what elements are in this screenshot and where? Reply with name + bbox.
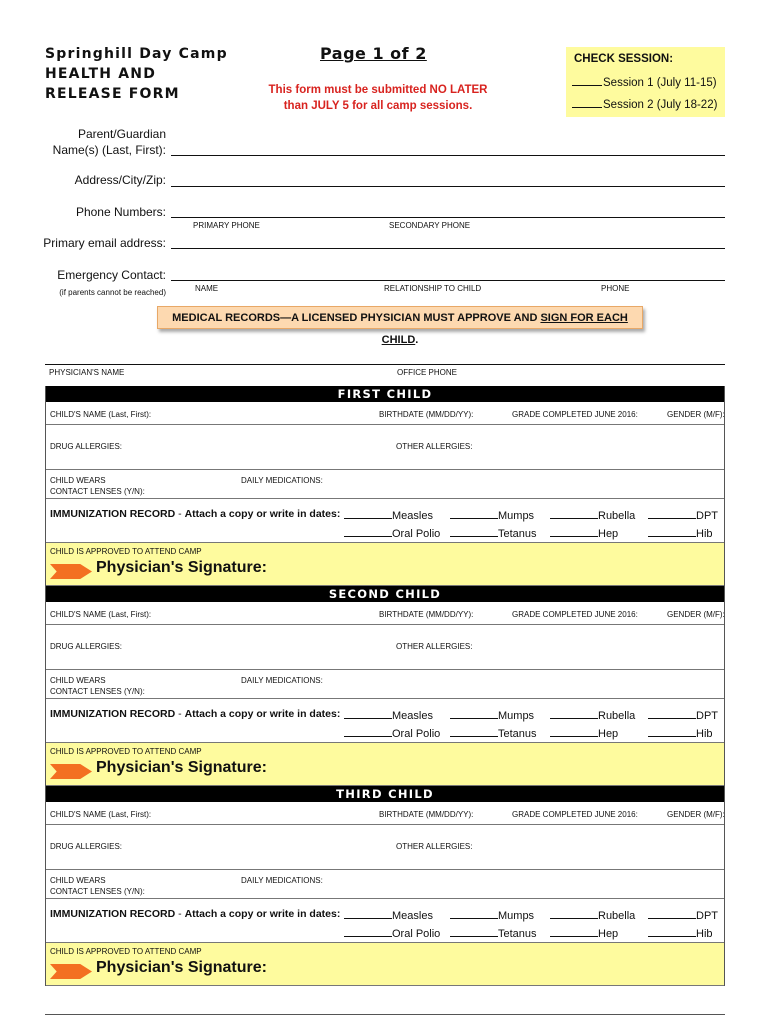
third-child-daily-medications-label: DAILY MEDICATIONS: [241,876,323,885]
second-child-vaccine-6-label: Hep [598,728,619,740]
first-child-approved-label: CHILD IS APPROVED TO ATTEND CAMP [50,547,202,556]
first-child-vaccine-7-date-line[interactable] [648,527,696,537]
second-child-vaccine-2-date-line[interactable] [550,709,598,719]
form-title [45,44,228,104]
session-2-option[interactable] [572,97,717,111]
first-child-vaccine-5-label: Tetanus [498,528,537,540]
first-child-vaccine-5[interactable] [450,527,537,540]
third-child-section [45,786,725,986]
third-child-contacts-label-2: CONTACT LENSES (Y/N): [50,887,145,896]
page-number: Page 1 of 2 [320,44,427,63]
first-child-vaccine-7[interactable] [648,527,713,540]
first-child-medications-row[interactable] [46,470,724,499]
emergency-contact-field[interactable] [171,280,725,281]
first-child-vaccine-4-label: Oral Polio [392,528,441,540]
third-child-vaccine-5[interactable] [450,927,537,940]
third-child-vaccine-7[interactable] [648,927,713,940]
first-child-contacts-label-2: CONTACT LENSES (Y/N): [50,487,145,496]
second-child-signature-label: Physician's Signature: [96,759,267,776]
first-child-name-row[interactable] [46,402,724,425]
third-child-approved-label: CHILD IS APPROVED TO ATTEND CAMP [50,947,202,956]
third-child-vaccine-7-label: Hib [696,928,713,940]
second-child-daily-medications-label: DAILY MEDICATIONS: [241,676,323,685]
third-child-birthdate-label: BIRTHDATE (MM/DD/YY): [379,810,474,819]
second-child-medications-row[interactable] [46,670,724,699]
second-child-vaccine-6-date-line[interactable] [550,727,598,737]
second-child-immunization-row [46,699,724,743]
session-2-checkline[interactable] [572,97,602,108]
second-child-signature-box[interactable] [46,743,724,786]
arrow-right-icon [50,964,92,979]
emergency-phone-caption: PHONE [601,284,630,293]
third-child-vaccine-1[interactable] [450,909,534,922]
first-child-allergies-row[interactable] [46,425,724,470]
first-child-name-label: CHILD'S NAME (Last, First): [50,410,152,419]
emergency-relationship-caption: RELATIONSHIP TO CHILD [384,284,482,293]
third-child-name-label: CHILD'S NAME (Last, First): [50,810,152,819]
second-child-name-label: CHILD'S NAME (Last, First): [50,610,152,619]
second-child-vaccine-0[interactable] [344,709,433,722]
first-child-immunization-note: Attach a copy or write in dates: [184,508,341,520]
second-child-vaccine-0-date-line[interactable] [344,709,392,719]
session-1-option[interactable] [572,75,717,89]
third-child-other-allergies-label: OTHER ALLERGIES: [396,842,473,851]
second-child-other-allergies-label: OTHER ALLERGIES: [396,642,473,651]
first-child-vaccine-2[interactable] [550,509,635,522]
first-child-grade-label: GRADE COMPLETED JUNE 2016: [512,410,638,419]
first-child-contacts-label-1: CHILD WEARS [50,476,106,485]
third-child-vaccine-4-label: Oral Polio [392,928,441,940]
third-child-signature-box[interactable] [46,943,724,986]
check-session-heading: CHECK SESSION: [574,53,674,65]
first-child-vaccine-4-date-line[interactable] [344,527,392,537]
third-child-signature-label: Physician's Signature: [96,959,267,976]
physician-field[interactable] [45,364,725,365]
first-child-daily-medications-label: DAILY MEDICATIONS: [241,476,323,485]
second-child-vaccine-4-date-line[interactable] [344,727,392,737]
third-child-vaccine-1-date-line[interactable] [450,909,498,919]
second-child-drug-allergies-label: DRUG ALLERGIES: [50,642,123,651]
session-1-label: Session 1 (July 11-15) [603,77,717,89]
third-child-vaccine-3[interactable] [648,909,718,922]
title-line-2: HEALTH AND [45,66,157,82]
session-1-checkline[interactable] [572,75,602,86]
office-phone-caption: OFFICE PHONE [397,368,458,377]
first-child-other-allergies-label: OTHER ALLERGIES: [396,442,473,451]
second-child-vaccine-6[interactable] [550,727,618,740]
third-child-vaccine-0[interactable] [344,909,433,922]
second-child-vaccine-5-label: Tetanus [498,728,537,740]
secondary-phone-caption: SECONDARY PHONE [389,221,471,230]
third-child-vaccine-4[interactable] [344,927,440,940]
second-child-vaccine-7[interactable] [648,727,713,740]
third-child-vaccine-6-label: Hep [598,928,619,940]
first-child-vaccine-1-date-line[interactable] [450,509,498,519]
second-child-vaccine-4-label: Oral Polio [392,728,441,740]
third-child-vaccine-0-date-line[interactable] [344,909,392,919]
physician-name-caption: PHYSICIAN'S NAME [49,368,125,377]
second-child-section [45,586,725,786]
third-child-vaccine-2-label: Rubella [598,910,636,922]
third-child-vaccine-5-date-line[interactable] [450,927,498,937]
third-child-vaccine-2-date-line[interactable] [550,909,598,919]
title-line-1: Springhill Day Camp [45,46,228,62]
email-field[interactable] [171,248,725,249]
second-child-allergies-row[interactable] [46,625,724,670]
third-child-vaccine-5-label: Tetanus [498,928,537,940]
third-child-vaccine-2[interactable] [550,909,635,922]
emergency-label: Emergency Contact: [57,268,166,282]
first-child-signature-label: Physician's Signature: [96,559,267,576]
second-child-immunization-title: IMMUNIZATION RECORD [50,708,176,720]
third-child-drug-allergies-label: DRUG ALLERGIES: [50,842,123,851]
deadline-notice [258,82,498,114]
second-child-vaccine-3-label: DPT [696,710,718,722]
third-child-allergies-row[interactable] [46,825,724,870]
second-child-approved-label: CHILD IS APPROVED TO ATTEND CAMP [50,747,202,756]
first-child-vaccine-5-date-line[interactable] [450,527,498,537]
second-child-vaccine-5[interactable] [450,727,537,740]
second-child-heading: SECOND CHILD [46,586,724,602]
first-child-vaccine-0[interactable] [344,509,433,522]
phone-label: Phone Numbers: [75,205,166,219]
banner-text: MEDICAL RECORDS—A LICENSED PHYSICIAN MUST APPROVE AND [172,312,541,324]
first-child-vaccine-0-label: Measles [392,510,433,522]
second-child-immunization-dash: - [175,708,185,720]
second-child-gender-label: GENDER (M/F): [667,610,725,619]
first-child-immunization-title: IMMUNIZATION RECORD [50,508,176,520]
guardian-label-line-1: Parent/Guardian [77,127,166,141]
arrow-right-icon [50,564,92,579]
third-child-vaccine-4-date-line[interactable] [344,927,392,937]
third-child-grade-label: GRADE COMPLETED JUNE 2016: [512,810,638,819]
second-child-contacts-label-2: CONTACT LENSES (Y/N): [50,687,145,696]
second-child-vaccine-4[interactable] [344,727,440,740]
check-session-box [566,47,725,117]
third-child-contacts-label-1: CHILD WEARS [50,876,106,885]
first-child-immunization-dash: - [175,508,185,520]
third-child-immunization-note: Attach a copy or write in dates: [184,908,341,920]
banner-underlined-text: SIGN FOR EACH CHILD [381,312,628,346]
session-2-label: Session 2 (July 18-22) [603,99,718,111]
email-label: Primary email address: [43,236,166,250]
third-child-vaccine-7-date-line[interactable] [648,927,696,937]
second-child-immunization-label [50,708,340,720]
medical-records-banner [157,306,643,346]
first-child-gender-label: GENDER (M/F): [667,410,725,419]
second-child-immunization-note: Attach a copy or write in dates: [184,708,341,720]
form-bottom-border [45,1014,725,1015]
first-child-vaccine-2-date-line[interactable] [550,509,598,519]
third-child-immunization-row [46,899,724,943]
third-child-medications-row[interactable] [46,870,724,899]
first-child-vaccine-0-date-line[interactable] [344,509,392,519]
banner-end: . [415,334,419,346]
third-child-vaccine-3-date-line[interactable] [648,909,696,919]
third-child-vaccine-6[interactable] [550,927,618,940]
first-child-vaccine-6-date-line[interactable] [550,527,598,537]
second-child-vaccine-2-label: Rubella [598,710,636,722]
first-child-vaccine-6-label: Hep [598,528,619,540]
second-child-vaccine-1-label: Mumps [498,710,535,722]
second-child-grade-label: GRADE COMPLETED JUNE 2016: [512,610,638,619]
third-child-heading: THIRD CHILD [46,786,724,802]
second-child-vaccine-7-label: Hib [696,728,713,740]
arrow-right-icon [50,764,92,779]
third-child-immunization-label [50,908,340,920]
first-child-vaccine-3-date-line[interactable] [648,509,696,519]
third-child-vaccine-3-label: DPT [696,910,718,922]
third-child-name-row[interactable] [46,802,724,825]
first-child-vaccine-6[interactable] [550,527,618,540]
deadline-line-1: This form must be submitted NO LATER [268,84,488,96]
first-child-birthdate-label: BIRTHDATE (MM/DD/YY): [379,410,474,419]
address-label: Address/City/Zip: [74,173,166,187]
second-child-vaccine-5-date-line[interactable] [450,727,498,737]
second-child-vaccine-1[interactable] [450,709,534,722]
first-child-drug-allergies-label: DRUG ALLERGIES: [50,442,123,451]
third-child-gender-label: GENDER (M/F): [667,810,725,819]
second-child-contacts-label-1: CHILD WEARS [50,676,106,685]
first-child-vaccine-1-label: Mumps [498,510,535,522]
second-child-vaccine-2[interactable] [550,709,635,722]
first-child-immunization-row [46,499,724,543]
first-child-vaccine-3-label: DPT [696,510,718,522]
emergency-name-caption: NAME [195,284,219,293]
first-child-vaccine-4[interactable] [344,527,440,540]
third-child-immunization-dash: - [175,908,185,920]
third-child-vaccine-6-date-line[interactable] [550,927,598,937]
first-child-vaccine-7-label: Hib [696,528,713,540]
first-child-vaccine-1[interactable] [450,509,534,522]
first-child-vaccine-2-label: Rubella [598,510,636,522]
second-child-vaccine-1-date-line[interactable] [450,709,498,719]
second-child-name-row[interactable] [46,602,724,625]
second-child-vaccine-3-date-line[interactable] [648,709,696,719]
first-child-section [45,386,725,586]
first-child-signature-box[interactable] [46,543,724,586]
guardian-name-field[interactable] [171,155,725,156]
deadline-line-2: than JULY 5 for all camp sessions. [283,100,473,112]
third-child-vaccine-0-label: Measles [392,910,433,922]
third-child-immunization-title: IMMUNIZATION RECORD [50,908,176,920]
guardian-label-line-2: Name(s) (Last, First): [52,143,166,157]
first-child-vaccine-3[interactable] [648,509,718,522]
second-child-vaccine-3[interactable] [648,709,718,722]
third-child-vaccine-1-label: Mumps [498,910,535,922]
second-child-vaccine-7-date-line[interactable] [648,727,696,737]
second-child-vaccine-0-label: Measles [392,710,433,722]
phone-field[interactable] [171,217,725,218]
title-line-3: RELEASE FORM [45,86,180,102]
emergency-note: (if parents cannot be reached) [59,288,166,297]
second-child-birthdate-label: BIRTHDATE (MM/DD/YY): [379,610,474,619]
primary-phone-caption: PRIMARY PHONE [193,221,260,230]
address-field[interactable] [171,186,725,187]
first-child-heading: FIRST CHILD [46,386,724,402]
first-child-immunization-label [50,508,340,520]
